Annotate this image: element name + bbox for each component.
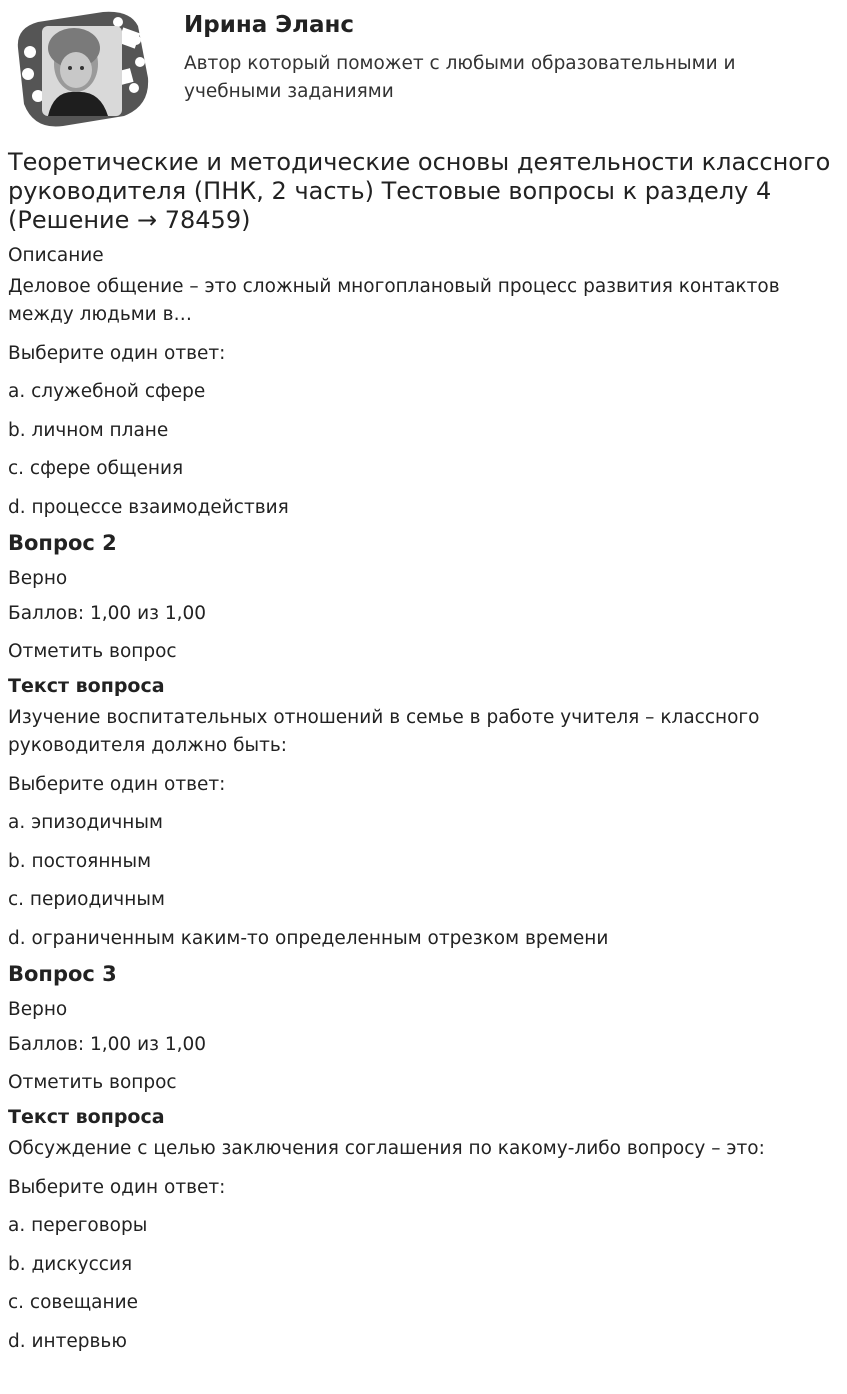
answer-option: d. интервью bbox=[8, 1330, 127, 1352]
question-2 bbox=[8, 529, 840, 953]
question-text-label: Текст вопроса bbox=[8, 675, 165, 697]
question-3 bbox=[8, 960, 840, 1356]
question-status: Верно bbox=[8, 998, 68, 1020]
answer-prompt: Выберите один ответ: bbox=[8, 342, 226, 364]
question-text: Изучение воспитательных отношений в семье в работе учителя – классного руководителя должно быть: bbox=[8, 707, 760, 756]
question-heading: Вопрос 3 bbox=[8, 961, 117, 986]
document-title: Теоретические и методические основы деятельности классного руководителя (ПНК, 2 часть) Тестовые вопросы к разделу 4 (Решение → 78459) bbox=[8, 148, 831, 234]
answer-option: c. сфере общения bbox=[8, 458, 184, 479]
question-score: Баллов: 1,00 из 1,00 bbox=[8, 1033, 207, 1055]
question-text: Деловое общение – это сложный многоплановый процесс развития контактов между людьми в… bbox=[8, 276, 780, 325]
answer-option: b. личном плане bbox=[8, 419, 169, 441]
author-card bbox=[0, 0, 847, 140]
answer-option: a. служебной сфере bbox=[8, 381, 206, 402]
answer-option: b. постоянным bbox=[8, 850, 152, 872]
question-text-label: Текст вопроса bbox=[8, 1106, 165, 1128]
description-label: Описание bbox=[8, 245, 104, 266]
answer-prompt: Выберите один ответ: bbox=[8, 773, 226, 795]
question-heading: Вопрос 2 bbox=[8, 530, 117, 555]
document-content bbox=[8, 148, 840, 1366]
answer-option: a. эпизодичным bbox=[8, 812, 163, 833]
answer-option: c. совещание bbox=[8, 1292, 138, 1313]
question-score: Баллов: 1,00 из 1,00 bbox=[8, 602, 207, 624]
author-description: Автор который поможет с любыми образовательными и учебными заданиями bbox=[184, 53, 736, 102]
answer-option: d. ограниченным каким-то определенным отрезком времени bbox=[8, 927, 609, 949]
intro-question bbox=[8, 273, 840, 522]
question-status: Верно bbox=[8, 567, 68, 589]
flag-question-link[interactable]: Отметить вопрос bbox=[8, 641, 177, 662]
author-avatar bbox=[8, 8, 150, 128]
answer-option: d. процессе взаимодействия bbox=[8, 496, 289, 518]
flag-question-link[interactable]: Отметить вопрос bbox=[8, 1072, 177, 1093]
question-text: Обсуждение с целью заключения соглашения по какому-либо вопросу – это: bbox=[8, 1138, 765, 1159]
author-name[interactable]: Ирина Эланс bbox=[184, 12, 355, 38]
answer-option: c. периодичным bbox=[8, 889, 165, 910]
answer-prompt: Выберите один ответ: bbox=[8, 1176, 226, 1198]
answer-option: a. переговоры bbox=[8, 1215, 148, 1236]
answer-option: b. дискуссия bbox=[8, 1253, 133, 1275]
